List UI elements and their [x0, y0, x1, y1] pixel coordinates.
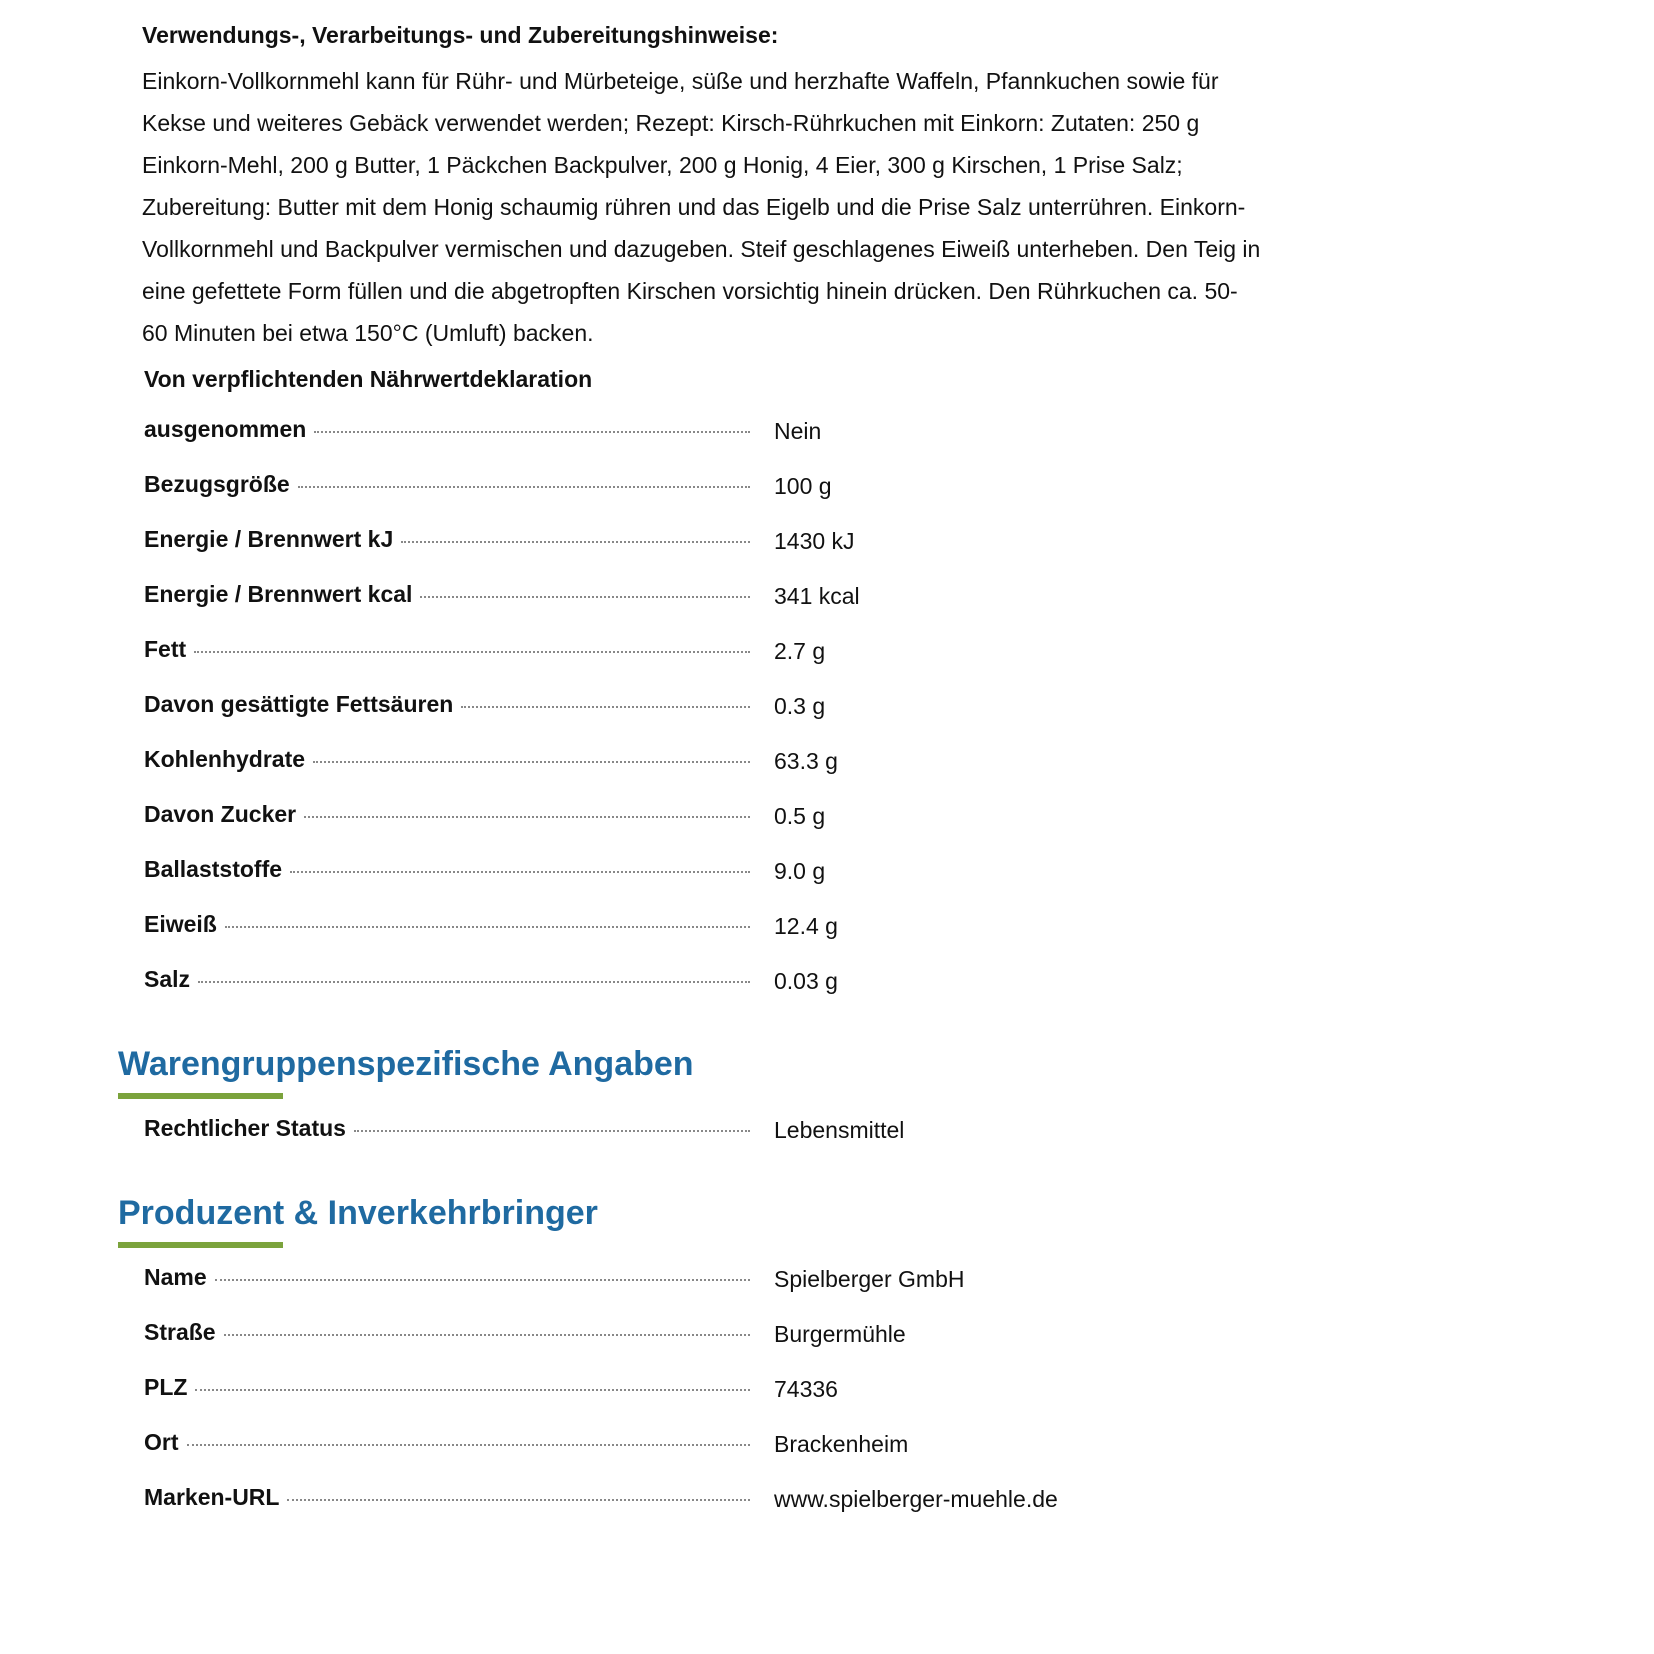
nutrition-row: [144, 469, 1344, 503]
usage-paragraph: [142, 60, 1392, 354]
nutrition-declaration-label: Von verpflichtenden Nährwertdeklaration: [144, 366, 593, 392]
row-value: Brackenheim: [774, 1431, 909, 1457]
row-value: 12.4 g: [774, 913, 838, 939]
row-value: Lebensmittel: [774, 1117, 905, 1143]
nutrition-row: [144, 414, 1344, 448]
usage-line: 60 Minuten bei etwa 150°C (Umluft) backen.: [142, 320, 594, 346]
row-label: Name: [144, 1264, 207, 1290]
category-row: [144, 1113, 1344, 1147]
nutrition-row: [144, 634, 1344, 668]
row-label: Davon Zucker: [144, 801, 297, 827]
row-label: ausgenommen: [144, 416, 307, 442]
nutrition-row: [144, 524, 1344, 558]
dotted-leader: [420, 596, 750, 598]
row-value: 2.7 g: [774, 638, 826, 664]
row-label: Fett: [144, 636, 187, 662]
nutrition-row: [144, 909, 1344, 943]
row-value: 63.3 g: [774, 748, 838, 774]
row-label: Energie / Brennwert kcal: [144, 581, 413, 607]
dotted-leader: [314, 431, 750, 433]
nutrition-row: [144, 579, 1344, 613]
row-label: Kohlenhydrate: [144, 746, 306, 772]
section-title-producer: Produzent & Inverkehrbringer: [118, 1194, 598, 1232]
usage-line: eine gefettete Form füllen und die abgetropften Kirschen vorsichtig hinein drücken. Den Rührkuchen ca. 50-: [142, 278, 1238, 304]
row-value: Spielberger GmbH: [774, 1266, 965, 1292]
dotted-leader: [225, 926, 750, 928]
dotted-leader: [298, 486, 750, 488]
dotted-leader: [287, 1499, 750, 1501]
row-value: 0.03 g: [774, 968, 838, 994]
dotted-leader: [401, 541, 750, 543]
row-value: 341 kcal: [774, 583, 860, 609]
producer-row: [144, 1427, 1344, 1461]
nutrition-row: [144, 744, 1344, 778]
row-value: 100 g: [774, 473, 832, 499]
row-label: PLZ: [144, 1374, 188, 1400]
row-value: 9.0 g: [774, 858, 826, 884]
dotted-leader: [224, 1334, 750, 1336]
dotted-leader: [290, 871, 750, 873]
producer-row: [144, 1372, 1344, 1406]
row-label: Marken-URL: [144, 1484, 280, 1510]
dotted-leader: [194, 651, 750, 653]
nutrition-row: [144, 689, 1344, 723]
usage-line: Kekse und weiteres Gebäck verwendet werden; Rezept: Kirsch-Rührkuchen mit Einkorn: Zutaten: 250 g: [142, 110, 1200, 136]
nutrition-row: [144, 799, 1344, 833]
row-value: 0.3 g: [774, 693, 826, 719]
usage-line: Einkorn-Mehl, 200 g Butter, 1 Päckchen Backpulver, 200 g Honig, 4 Eier, 300 g Kirschen, 1 Prise Salz;: [142, 152, 1183, 178]
row-value: Nein: [774, 418, 822, 444]
row-label: Davon gesättigte Fettsäuren: [144, 691, 454, 717]
row-label: Energie / Brennwert kJ: [144, 526, 394, 552]
producer-row: [144, 1482, 1344, 1516]
row-label: Ballaststoffe: [144, 856, 283, 882]
row-value: Burgermühle: [774, 1321, 906, 1347]
row-label: Rechtlicher Status: [144, 1115, 346, 1141]
section-underline: [118, 1093, 283, 1099]
row-label: Straße: [144, 1319, 216, 1345]
section-underline: [118, 1242, 283, 1248]
row-label: Salz: [144, 966, 191, 992]
dotted-leader: [187, 1444, 751, 1446]
row-value: 0.5 g: [774, 803, 826, 829]
row-label: Bezugsgröße: [144, 471, 290, 497]
usage-heading: Verwendungs-, Verarbeitungs- und Zubereitungshinweise:: [142, 22, 779, 48]
usage-line: Einkorn-Vollkornmehl kann für Rühr- und Mürbeteige, süße und herzhafte Waffeln, Pfannkuchen sowie für: [142, 68, 1219, 94]
dotted-leader: [198, 981, 750, 983]
row-value: 1430 kJ: [774, 528, 855, 554]
dotted-leader: [304, 816, 750, 818]
nutrition-row: [144, 854, 1344, 888]
producer-row: [144, 1317, 1344, 1351]
dotted-leader: [215, 1279, 750, 1281]
row-label: Eiweiß: [144, 911, 217, 937]
dotted-leader: [461, 706, 750, 708]
section-title-category: Warengruppenspezifische Angaben: [118, 1045, 694, 1083]
row-value[interactable]: www.spielberger-muehle.de: [774, 1486, 1058, 1512]
nutrition-row: [144, 964, 1344, 998]
dotted-leader: [313, 761, 750, 763]
usage-line: Zubereitung: Butter mit dem Honig schaumig rühren und das Eigelb und die Prise Salz unterrühren. Einkorn-: [142, 194, 1246, 220]
dotted-leader: [195, 1389, 750, 1391]
usage-line: Vollkornmehl und Backpulver vermischen und dazugeben. Steif geschlagenes Eiweiß unterheben. Den Teig in: [142, 236, 1261, 262]
dotted-leader: [354, 1130, 750, 1132]
row-value: 74336: [774, 1376, 838, 1402]
producer-row: [144, 1262, 1344, 1296]
row-label: Ort: [144, 1429, 179, 1455]
